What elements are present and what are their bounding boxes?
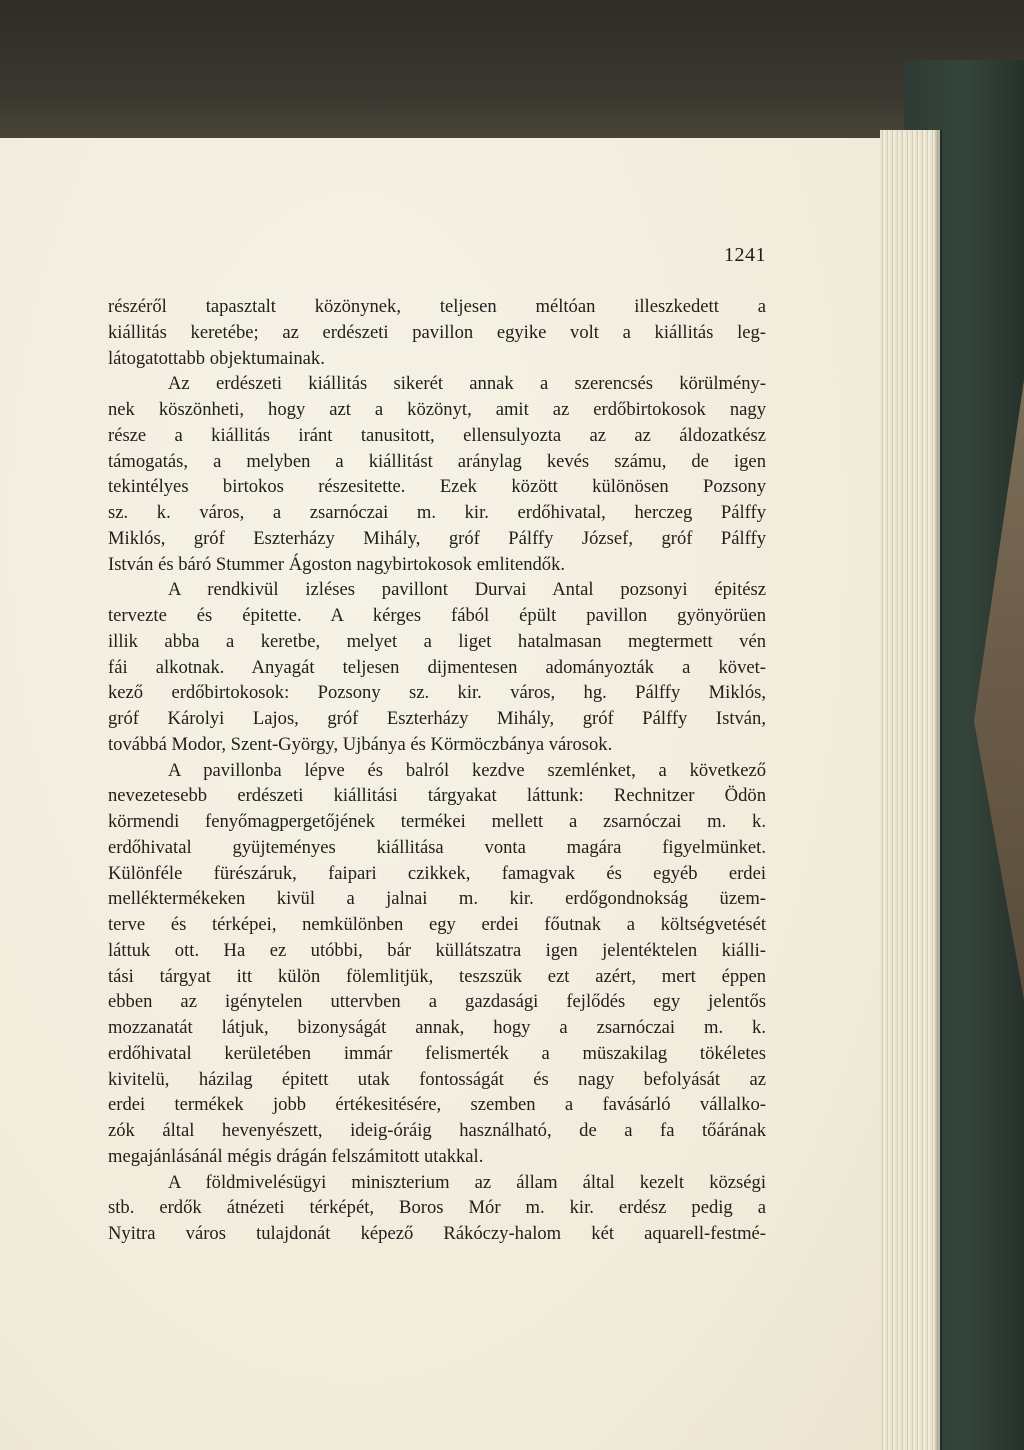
- text-line: kiállitás keretébe; az erdészeti pavillon egyike volt a kiállitás leg-: [108, 321, 766, 343]
- page-edges-shadow: [934, 130, 942, 1450]
- text-line: Miklós, gróf Eszterházy Mihály, gróf Pálffy József, gróf Pálffy: [108, 527, 766, 549]
- text-line: stb. erdők átnézeti térképét, Boros Mór m. kir. erdész pedig a: [108, 1197, 766, 1219]
- text-line: támogatás, a melyben a kiállitást aránylag kevés számu, de igen: [108, 450, 766, 472]
- text-line: részéről tapasztalt közönynek, teljesen méltóan illeszkedett a: [108, 296, 766, 317]
- text-line: láttuk ott. Ha ez utóbbi, bár küllátszatra igen jelentéktelen kiálli-: [108, 939, 766, 961]
- text-line: tervezte és épitette. A kérges fából épült pavillon gyönyörüen: [108, 605, 766, 626]
- text-line: zók által hevenyészett, ideig-óráig használható, de a fa tőárának: [108, 1120, 766, 1141]
- text-line: mozzanatát látjuk, bizonyságát annak, hogy a zsarnóczai m. k.: [108, 1017, 766, 1038]
- text-line: gróf Károlyi Lajos, gróf Eszterházy Mihály, gróf Pálffy István,: [108, 708, 766, 729]
- text-line: Különféle fürészáruk, faipari czikkek, famagvak és egyéb erdei: [108, 862, 766, 884]
- text-line: terve és térképei, nemkülönben egy erdei főutnak a költségvetését: [108, 914, 766, 935]
- text-line: A földmivelésügyi miniszterium az állam által kezelt községi: [168, 1171, 766, 1193]
- text-line: tekintélyes birtokos részesitette. Ezek között különösen Pozsony: [108, 476, 766, 498]
- text-line: A pavillonba lépve és balról kezdve szemlénket, a következő: [168, 759, 766, 781]
- text-line: Nyitra város tulajdonát képező Rákóczy-halom két aquarell-festmé-: [108, 1223, 766, 1244]
- text-line: erdei termékek jobb értékesitésére, szemben a favásárló vállalko-: [108, 1094, 766, 1116]
- text-line: illik abba a keretbe, melyet a liget hatalmasan megtermett vén: [108, 630, 766, 652]
- page-edges: [880, 130, 940, 1450]
- scan-background: [0, 0, 1024, 140]
- page-number: 1241: [724, 244, 766, 266]
- text-line: tási tárgyat itt külön fölemlitjük, teszszük ezt azért, mert éppen: [108, 965, 766, 987]
- text-line: kező erdőbirtokosok: Pozsony sz. kir. város, hg. Pálffy Miklós,: [108, 682, 766, 704]
- text-line: erdőhivatal gyüjteményes kiállitása vonta magára figyelmünket.: [108, 836, 766, 858]
- text-line: erdőhivatal kerületében immár felismerték a müszakilag tökéletes: [108, 1042, 766, 1064]
- text-line: része a kiállitás iránt tanusitott, ellensulyozta az az áldozatkész: [108, 424, 766, 446]
- text-line: kivitelü, házilag épitett utak fontosságát és nagy befolyását az: [108, 1068, 766, 1090]
- text-line: körmendi fenyőmagpergetőjének termékei mellett a zsarnóczai m. k.: [108, 811, 766, 832]
- text-line: István és báró Stummer Ágoston nagybirtokosok emlitendők.: [108, 553, 566, 575]
- text-line: fái alkotnak. Anyagát teljesen dijmentesen adományozták a követ-: [108, 656, 766, 678]
- text-line: Az erdészeti kiállitás sikerét annak a szerencsés körülmény-: [168, 373, 766, 395]
- body-text: [108, 294, 766, 1247]
- text-line: melléktermékeken kivül a jalnai m. kir. erdőgondnokság üzem-: [108, 888, 766, 910]
- text-line: nek köszönheti, hogy azt a közönyt, amit az erdőbirtokosok nagy: [108, 399, 766, 420]
- text-line: továbbá Modor, Szent-György, Ujbánya és Körmöczbánya városok.: [108, 733, 613, 755]
- text-line: sz. k. város, a zsarnóczai m. kir. erdőhivatal, herczeg Pálffy: [108, 502, 766, 523]
- text-line: látogatottabb objektumainak.: [108, 347, 325, 369]
- text-line: nevezetesebb erdészeti kiállitási tárgyakat láttunk: Rechnitzer Ödön: [108, 785, 766, 807]
- text-line: megajánlásánál mégis drágán felszámitott utakkal.: [108, 1145, 484, 1167]
- text-line: ebben az igénytelen uttervben a gazdasági fejlődés egy jelentős: [108, 991, 766, 1013]
- text-line: A rendkivül izléses pavillont Durvai Antal pozsonyi épitész: [168, 579, 766, 601]
